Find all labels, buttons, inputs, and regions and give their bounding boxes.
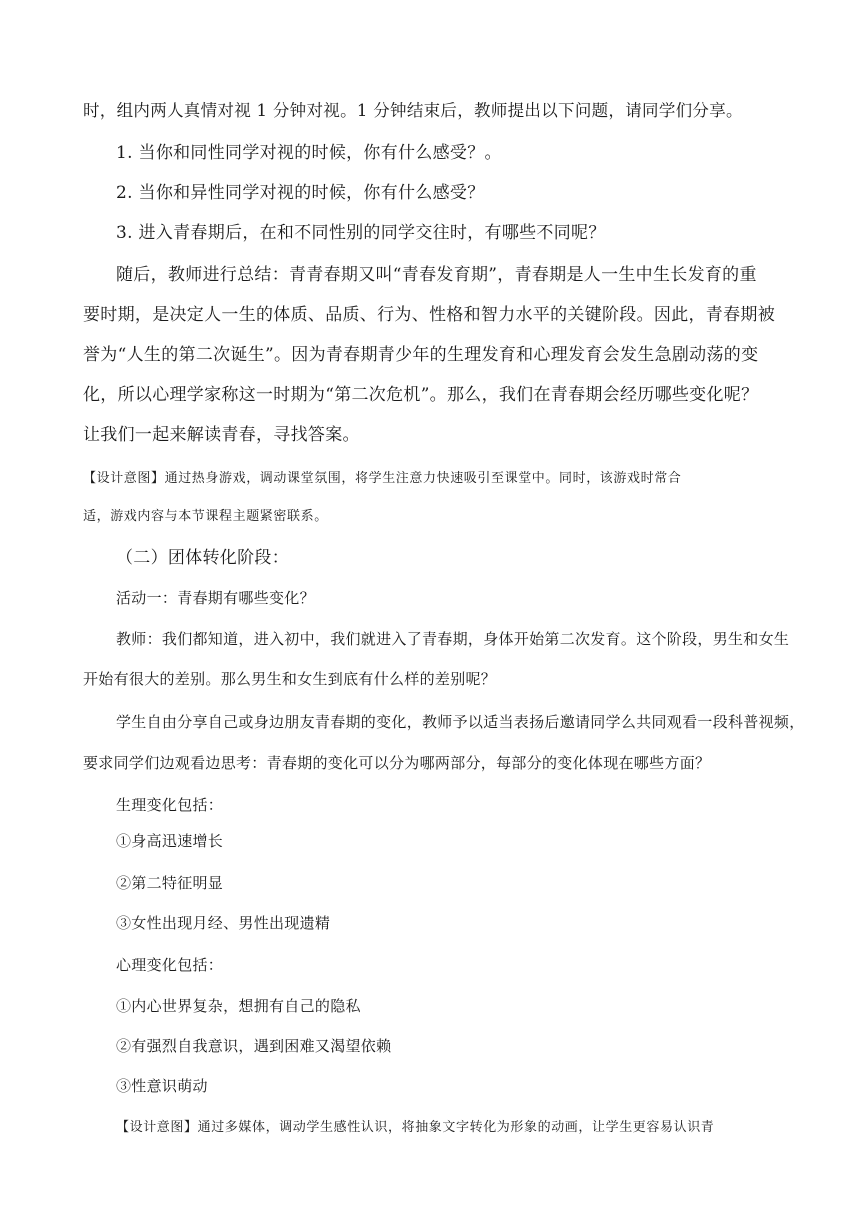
list-heading: 心理变化包括： bbox=[116, 956, 224, 974]
paragraph-line: 要时期，是决定人一生的体质、品质、行为、性格和智力水平的关键阶段。因此，青春期被 bbox=[83, 305, 775, 325]
list-item: ②第二特征明显 bbox=[116, 874, 224, 892]
paragraph-line: 让我们一起来解读青春，寻找答案。 bbox=[83, 425, 360, 445]
paragraph-line: 学生自由分享自己或身边朋友青春期的变化，教师予以适当表扬后邀请同学么共同观看一段科普视频， bbox=[116, 713, 805, 731]
paragraph-line: 随后，教师进行总结：青青春期又叫“青春发育期”，青春期是人一生中生长发育的重 bbox=[116, 265, 757, 285]
question-item: 1. 当你和同性同学对视的时候，你有什么感受？。 bbox=[116, 143, 502, 163]
list-item: ③女性出现月经、男性出现遗精 bbox=[116, 914, 331, 932]
paragraph-line: 教师：我们都知道，进入初中，我们就进入了青春期，身体开始第二次发育。这个阶段，男生和女生 bbox=[116, 630, 790, 648]
design-intent-note: 适，游戏内容与本节课程主题紧密联系。 bbox=[83, 509, 328, 524]
paragraph-line: 誉为“人生的第二次诞生”。因为青春期青少年的生理发育和心理发育会发生急剧动荡的变 bbox=[83, 345, 759, 365]
question-item: 3. 进入青春期后，在和不同性别的同学交往时，有哪些不同呢？ bbox=[116, 223, 606, 243]
list-item: ①内心世界复杂，想拥有自己的隐私 bbox=[116, 997, 361, 1015]
list-heading: 生理变化包括： bbox=[116, 796, 224, 814]
section-heading: （二）团体转化阶段： bbox=[116, 548, 289, 568]
paragraph-line: 时，组内两人真情对视 1 分钟对视。1 分钟结束后，教师提出以下问题，请同学们分享。 bbox=[83, 101, 743, 120]
activity-title: 活动一：青春期有哪些变化？ bbox=[116, 589, 315, 607]
list-item: ①身高迅速增长 bbox=[116, 832, 224, 850]
list-item: ②有强烈自我意识，遇到困难又渴望依赖 bbox=[116, 1037, 392, 1055]
paragraph-line: 开始有很大的差别。那么男生和女生到底有什么样的差别呢？ bbox=[83, 670, 497, 688]
design-intent-note: 【设计意图】通过热身游戏，调动课堂氛围，将学生注意力快速吸引至课堂中。同时，该游戏时常合 bbox=[83, 471, 682, 486]
list-item: ③性意识萌动 bbox=[116, 1077, 208, 1095]
question-item: 2. 当你和异性同学对视的时候，你有什么感受？ bbox=[116, 183, 485, 203]
paragraph-line: 化，所以心理学家称这一时期为“第二次危机”。那么，我们在青春期会经历哪些变化呢？ bbox=[83, 385, 759, 405]
paragraph-line: 要求同学们边观看边思考：青春期的变化可以分为哪两部分，每部分的变化体现在哪些方面？ bbox=[83, 754, 711, 772]
design-intent-note: 【设计意图】通过多媒体，调动学生感性认识，将抽象文字转化为形象的动画，让学生更容易认识青 bbox=[116, 1120, 715, 1135]
